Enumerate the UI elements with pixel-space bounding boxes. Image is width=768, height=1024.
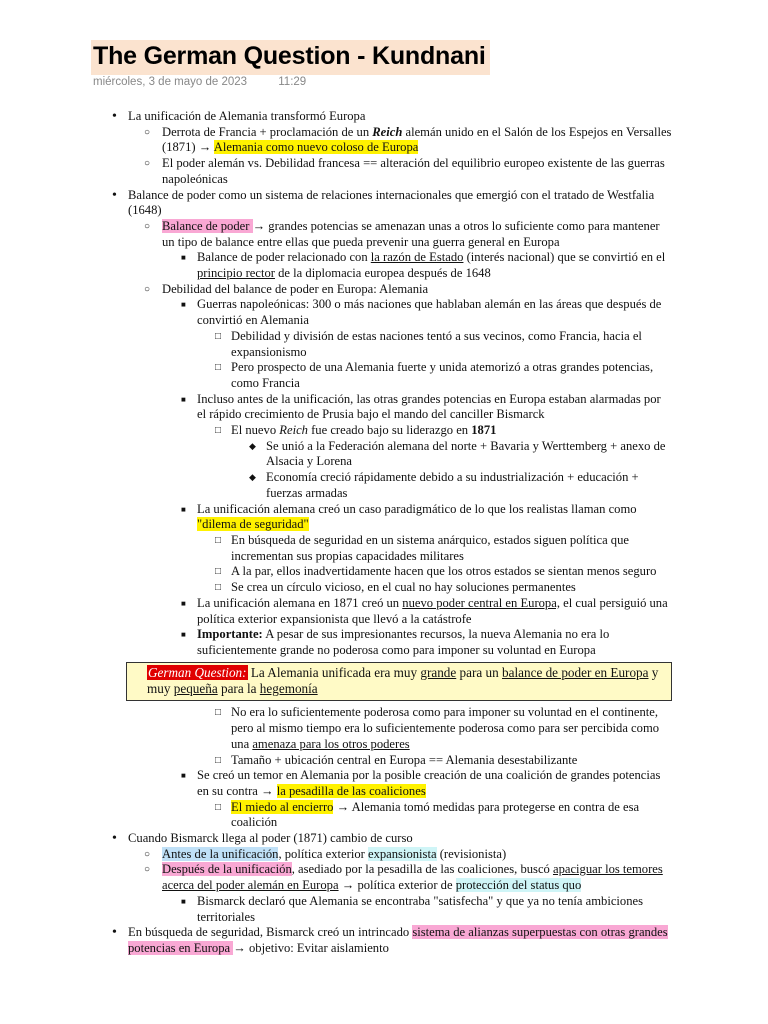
highlight: Después de la unificación [162,862,292,877]
callout-label: German Question: [148,664,247,680]
highlight: expansionista [367,846,437,861]
list-item: ■ Balance de poder relacionado con la razón de Estado (interés nacional) que se convirtió en el principio rector de la diplomacia europea después de 1648 [181,250,666,281]
list-item: ■ Se creó un temor en Alemania por la posible creación de una coalición de grandes potencias en su contra → la pesadilla de las coaliciones [181,768,661,798]
bullet-hollow-square-icon: □ [215,362,222,374]
highlight: protección del status quo [455,878,582,893]
list-item: □ Se crea un círculo vicioso, en el cual no hay soluciones permanentes [215,580,576,595]
list-item: □ Debilidad y división de estas naciones tentó a sus vecinos, como Francia, hacia el expansionismo [215,328,642,359]
list-item: ○ El poder alemán vs. Debilidad francesa == alteración del equilibrio europeo existente de las guerras napoleónicas [144,156,665,186]
bullet-circle-icon: ○ [144,848,151,860]
list-item: ■ La unificación alemana en 1871 creó un nuevo poder central en Europa, el cual persiguió una política exterior expansionista que llevó a la catástrofe [181,595,668,626]
bullet-disc-icon: • [112,109,117,124]
bullet-circle-icon: ○ [144,283,151,295]
bullet-square-icon: ■ [181,504,186,514]
bullet-diamond-icon: ◆ [249,472,256,483]
bullet-circle-icon: ○ [144,864,151,876]
highlight: sistema de alianzas superpuestas con otras grandes potencias en Europa [128,925,668,955]
bullet-hollow-square-icon: □ [215,330,222,342]
page-title: The German Question - Kundnani [91,40,490,75]
highlight: El miedo al encierro [231,799,334,814]
list-item: ○ Debilidad del balance de poder en Europa: Alemania [144,281,429,296]
bullet-disc-icon: • [112,187,117,203]
list-item: □ No era lo suficientemente poderosa como para imponer su voluntad en el continente, pero al mismo tiempo era lo suficientemente poderosa como para ser percibida como una amenaza para los otros poderes [215,705,660,751]
list-item: ◆ Economía creció rápidamente debido a su industrialización + educación + fuerzas armadas [249,470,639,500]
list-item: ○ Balance de poder → grandes potencias se amenazan unas a otros lo suficiente como para mantener un tipo de balance entre ellas que pueda prevenir una guerra general en Europa [144,218,660,249]
bullet-square-icon: ■ [181,598,186,608]
list-item: • Cuando Bismarck llega al poder (1871) cambio de curso [112,831,413,847]
bullet-diamond-icon: ◆ [249,440,256,451]
bullet-circle-icon: ○ [144,220,151,232]
list-item: □ En búsqueda de seguridad en un sistema anárquico, estados siguen política que incrementan sus propias capacidades militares [215,532,629,563]
list-item: • Balance de poder como un sistema de relaciones internacionales que emergió con el tratado de Westfalia (1648) [112,187,655,218]
list-item: ■ Incluso antes de la unificación, las otras grandes potencias en Europa estaban alarmadas por el rápido crecimiento de Prusia bajo el mando del canciller Bismarck [181,391,661,422]
bullet-disc-icon: • [112,831,117,847]
bullet-hollow-square-icon: □ [215,707,222,719]
list-item: ○ Después de la unificación, asediado por la pesadilla de las coaliciones, buscó apaciguar los temores acerca del poder alemán en Europa → política exterior de protección del status quo [144,862,663,893]
note-body [0,109,768,957]
bullet-hollow-square-icon: □ [215,425,222,437]
list-item: □ Pero prospecto de una Alemania fuerte y unida atemorizó a otras grandes potencias, como Francia [215,360,654,390]
bullet-hollow-square-icon: □ [215,801,222,813]
list-item: ○ Derrota de Francia + proclamación de un Reich alemán unido en el Salón de los Espejos en Versalles (1871) → Alemania como nuevo coloso de Europa [144,124,672,155]
list-item: ○ Antes de la unificación, política exterior expansionista (revisionista) [144,846,507,861]
bullet-square-icon: ■ [181,300,186,310]
highlight: Antes de la unificación [162,846,279,861]
note-date: miércoles, 3 de mayo de 2023 [93,76,248,88]
bullet-hollow-square-icon: □ [215,534,222,546]
note-timestamp [93,76,306,88]
bullet-circle-icon: ○ [144,158,151,170]
list-item: ■ Bismarck declaró que Alemania se encontraba "satisfecha" y que ya no tenía ambiciones territoriales [181,893,643,924]
list-item: ◆ Se unió a la Federación alemana del norte + Bavaria y Werttemberg + anexo de Alsacia y Lorena [249,438,666,469]
list-item: ■ La unificación alemana creó un caso paradigmático de lo que los realistas llaman como "dilema de seguridad" [181,501,637,532]
german-question-callout: German Question: La Alemania unificada era muy grande para un balance de poder en Europa y muy pequeña para la hegemonía [126,662,672,702]
bullet-square-icon: ■ [181,896,186,906]
bullet-circle-icon: ○ [144,126,151,138]
list-item: ■ Importante: A pesar de sus impresionantes recursos, la nueva Alemania no era lo suficientemente grande no poderosa como para imponer su voluntad en Europa [181,627,610,657]
bullet-hollow-square-icon: □ [215,582,222,594]
note-time: 11:29 [278,76,307,88]
list-item: □ Tamaño + ubicación central en Europa == Alemania desestabilizante [215,752,578,767]
list-item: □ El miedo al encierro → Alemania tomó medidas para protegerse en contra de esa coalición [215,799,640,830]
bullet-hollow-square-icon: □ [215,566,222,578]
highlight: "dilema de seguridad" [197,517,309,532]
bullet-square-icon: ■ [181,394,186,404]
list-item: □ A la par, ellos inadvertidamente hacen que los otros estados se sientan menos seguro [215,564,657,579]
list-item: ■ Guerras napoleónicas: 300 o más naciones que hablaban alemán en las áreas que después de convirtió en Alemania [181,297,662,328]
list-item: □ El nuevo Reich fue creado bajo su liderazgo en 1871 [215,423,497,438]
bullet-hollow-square-icon: □ [215,754,222,766]
list-item: • En búsqueda de seguridad, Bismarck creó un intrincado sistema de alianzas superpuestas con otras grandes potencias en Europa → objetivo: Evitar aislamiento [112,925,668,955]
bullet-square-icon: ■ [181,253,186,263]
highlight: Balance de poder [162,218,253,233]
list-item: • La unificación de Alemania transformó Europa [112,109,366,124]
bullet-disc-icon: • [112,925,117,941]
highlight: Alemania como nuevo coloso de Europa [213,140,419,155]
highlight: la pesadilla de las coaliciones [276,783,426,798]
bullet-square-icon: ■ [181,630,186,640]
bullet-square-icon: ■ [181,771,186,781]
